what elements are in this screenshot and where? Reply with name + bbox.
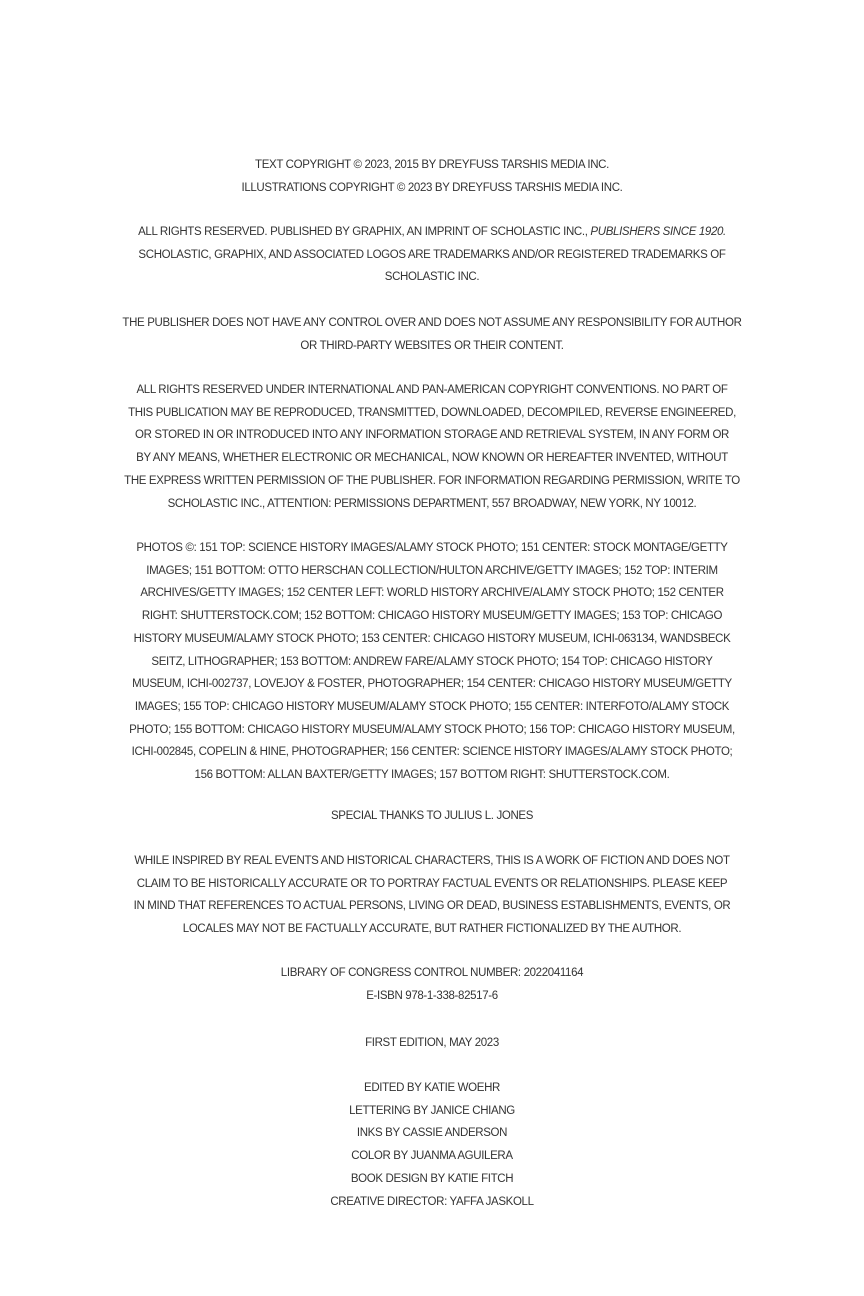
text-line: SCHOLASTIC, GRAPHIX, AND ASSOCIATED LOGOS ARE TRADEMARKS AND/OR REGISTERED TRADEMARKS OF [138,248,726,261]
text-line: MUSEUM, ICHI-002737, LOVEJOY & FOSTER, PHOTOGRAPHER; 154 CENTER: CHICAGO HISTORY MUSEUM/GETTY [132,678,732,691]
text-line: IMAGES; 155 TOP: CHICAGO HISTORY MUSEUM/ALAMY STOCK PHOTO; 155 CENTER: INTERFOTO/ALAMY STOCK [134,700,730,713]
edition-info [0,1032,864,1055]
text-line: CLAIM TO BE HISTORICALLY ACCURATE OR TO PORTRAY FACTUAL EVENTS OR RELATIONSHIPS. PLEASE KEEP [136,877,728,890]
text-line: BOOK DESIGN BY KATIE FITCH [350,1172,514,1185]
text-line: TEXT COPYRIGHT © 2023, 2015 BY DREYFUSS TARSHIS MEDIA INC. [255,159,609,171]
text-line: OR THIRD-PARTY WEBSITES OR THEIR CONTENT. [300,339,564,352]
text-line: SPECIAL THANKS TO JULIUS L. JONES [330,810,534,822]
text-line: WHILE INSPIRED BY REAL EVENTS AND HISTORICAL CHARACTERS, THIS IS A WORK OF FICTION AND DOES NOT [134,855,730,867]
text-line: E-ISBN 978-1-338-82517-6 [366,989,498,1002]
text-line: ALL RIGHTS RESERVED UNDER INTERNATIONAL AND PAN-AMERICAN COPYRIGHT CONVENTIONS. NO PART OF [136,384,728,396]
catalog-info [0,962,864,1007]
text-line: IMAGES; 151 BOTTOM: OTTO HERSCHAN COLLECTION/HULTON ARCHIVE/GETTY IMAGES; 152 TOP: INTERIM [146,564,718,577]
text-line: CREATIVE DIRECTOR: YAFFA JASKOLL [330,1195,534,1208]
publishers-since: PUBLISHERS SINCE 1920. [590,226,726,238]
rights-text: ALL RIGHTS RESERVED. PUBLISHED BY GRAPHIX, AN IMPRINT OF SCHOLASTIC INC., [138,226,591,238]
copyright-notice [0,154,864,199]
rights-lines [0,244,864,289]
text-line: LOCALES MAY NOT BE FACTUALLY ACCURATE, BUT RATHER FICTIONALIZED BY THE AUTHOR. [182,923,682,936]
text-line: HISTORY MUSEUM/ALAMY STOCK PHOTO; 153 CENTER: CHICAGO HISTORY MUSEUM, ICHI-063134, WANDSBECK [133,632,731,645]
text-line: ILLUSTRATIONS COPYRIGHT © 2023 BY DREYFUSS TARSHIS MEDIA INC. [241,181,623,194]
production-credits [0,1077,864,1213]
text-line: LIBRARY OF CONGRESS CONTROL NUMBER: 2022041164 [280,967,584,979]
text-line: THE PUBLISHER DOES NOT HAVE ANY CONTROL OVER AND DOES NOT ASSUME ANY RESPONSIBILITY FOR AUTHOR [122,317,742,329]
text-line: EDITED BY KATIE WOEHR [364,1082,500,1094]
rights-line [0,221,864,244]
text-line: INKS BY CASSIE ANDERSON [356,1127,508,1140]
photo-credits [0,537,864,787]
website-disclaimer [0,312,864,357]
text-line: PHOTO; 155 BOTTOM: CHICAGO HISTORY MUSEUM/ALAMY STOCK PHOTO; 156 TOP: CHICAGO HISTORY MUSEUM, [129,723,735,736]
text-line: ICHI-002845, COPELIN & HINE, PHOTOGRAPHER; 156 CENTER: SCIENCE HISTORY IMAGES/ALAMY STOCK PHOTO; [131,746,733,759]
text-line: BY ANY MEANS, WHETHER ELECTRONIC OR MECHANICAL, NOW KNOWN OR HEREAFTER INVENTED, WITHOUT [136,452,728,465]
text-line: LETTERING BY JANICE CHIANG [349,1104,515,1117]
fiction-disclaimer [0,850,864,941]
text-line: 156 BOTTOM: ALLAN BAXTER/GETTY IMAGES; 157 BOTTOM RIGHT: SHUTTERSTOCK.COM. [194,769,670,782]
text-line: THIS PUBLICATION MAY BE REPRODUCED, TRANSMITTED, DOWNLOADED, DECOMPILED, REVERSE ENGINEERED, [128,406,736,419]
reproduction-notice [0,379,864,515]
text-line: ARCHIVES/GETTY IMAGES; 152 CENTER LEFT: WORLD HISTORY ARCHIVE/ALAMY STOCK PHOTO; 152 CENTER [140,587,724,600]
rights-reserved-notice [0,221,864,289]
special-thanks [0,805,864,828]
text-line: SEITZ, LITHOGRAPHER; 153 BOTTOM: ANDREW FARE/ALAMY STOCK PHOTO; 154 TOP: CHICAGO HISTORY [151,655,713,668]
text-line: SCHOLASTIC INC., ATTENTION: PERMISSIONS DEPARTMENT, 557 BROADWAY, NEW YORK, NY 10012. [167,497,697,510]
text-line: FIRST EDITION, MAY 2023 [365,1037,499,1049]
text-line: OR STORED IN OR INTRODUCED INTO ANY INFORMATION STORAGE AND RETRIEVAL SYSTEM, IN ANY FORM OR [135,429,729,442]
text-line: COLOR BY JUANMA AGUILERA [351,1150,513,1163]
text-line: SCHOLASTIC INC. [384,271,480,284]
text-line: THE EXPRESS WRITTEN PERMISSION OF THE PUBLISHER. FOR INFORMATION REGARDING PERMISSION, WRITE TO [124,474,740,487]
text-line: PHOTOS ©: 151 TOP: SCIENCE HISTORY IMAGES/ALAMY STOCK PHOTO; 151 CENTER: STOCK MONTAGE/GETTY [136,542,728,554]
text-line: IN MIND THAT REFERENCES TO ACTUAL PERSONS, LIVING OR DEAD, BUSINESS ESTABLISHMENTS, EVENTS, OR [133,900,731,913]
text-line: RIGHT: SHUTTERSTOCK.COM; 152 BOTTOM: CHICAGO HISTORY MUSEUM/GETTY IMAGES; 153 TOP: CHICAGO [141,610,723,623]
